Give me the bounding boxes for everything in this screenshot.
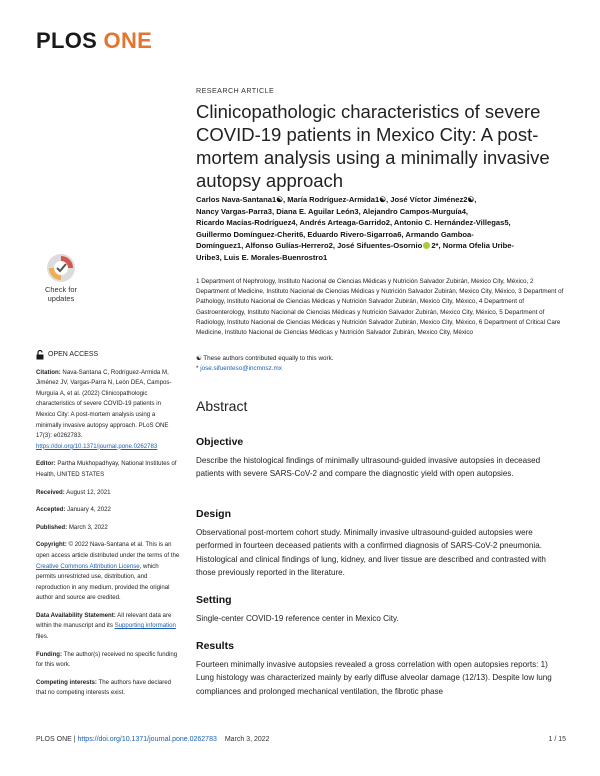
setting-heading: Setting	[196, 594, 232, 606]
copyright-label: Copyright:	[36, 541, 67, 549]
funding-block	[36, 650, 180, 671]
results-text: Fourteen minimally invasive autopsies revealed a gross correlation with open autopsies reports: 1) Lung histology was characterized mainly by early diffuse alveolar damage (12/13). Despite low lung compliances and prolonged mechanical ventilation, the fibrotic phase	[196, 660, 552, 696]
author-line-part: 2*, Norma Ofelia Uribe-	[431, 241, 515, 251]
results-heading: Results	[196, 640, 234, 652]
editor-label: Editor:	[36, 460, 56, 468]
journal-name-one: ONE	[103, 28, 153, 53]
badge-line2: updates	[47, 294, 75, 303]
corresponding-email-link[interactable]: jose.sifuentesо@incmnsz.mx	[200, 365, 282, 373]
page-number: 1 / 15	[548, 736, 566, 743]
abstract-heading: Abstract	[196, 398, 248, 414]
check-for-updates-icon	[47, 254, 75, 282]
copyright-block	[36, 540, 180, 604]
author-line: Uribe3, Luis E. Morales-Buenrostro1	[196, 252, 328, 262]
objective-section	[196, 436, 566, 481]
author-line: Ricardo Macías-Rodríguez4, Andrés Arteaga-Garrido2, Antonio C. Hernández-Villegas5,	[196, 218, 511, 228]
design-heading: Design	[196, 508, 232, 520]
objective-heading: Objective	[196, 436, 244, 448]
author-line-part: Domínguez1, Alfonso Gulías-Herrero2, José Sifuentes-Osornio	[196, 241, 423, 251]
footer-separator: |	[71, 736, 78, 743]
editor-block	[36, 459, 180, 480]
affiliations: 1 Department of Nephrology, Instituto Nacional de Ciencias Médicas y Nutrición Salvador Zubirán, Mexico City, México, 2 Department of Medicine, Instituto Nacional de Ciencias Médicas y Nutrición Salvador Zubirán, Mexico City, México, 3 Department of Pathology, Instituto Nacional de Ciencias Médicas y Nutrición Salvador Zubirán, Mexico City, México, 4 Department of Gastroenterology, Instituto Nacional de Ciencias Médicas y Nutrición Salvador Zubirán, Mexico City, México, 5 Department of Radiology, Instituto Nacional de Ciencias Médicas y Nutrición Salvador Zubirán, Mexico City, México, 6 Department of Critical Care Medicine, Instituto Nacional de Ciencias Médicas y Nutrición Salvador Zubirán, Mexico City, México	[196, 278, 564, 337]
author-notes	[196, 354, 566, 374]
citation-doi-link[interactable]: https://doi.org/10.1371/journal.pone.0262783	[36, 442, 158, 450]
funding-label: Funding:	[36, 650, 63, 658]
open-access-label: OPEN ACCESS	[48, 351, 99, 358]
setting-section	[196, 594, 566, 625]
published-label: Published:	[36, 523, 68, 531]
journal-name-plos: PLOS	[36, 28, 98, 53]
citation-text: Nava-Santana C, Rodríguez-Armida M, Jiménez JV, Vargas-Parra N, León DEA, Campos-Murguía A, et al. (2022) Clinicopathologic characteristics of severe COVID-19 patients in Mexico City: A post-mortem analysis using a minimally invasive autopsy approach. PLoS ONE 17(3): e0262783.	[36, 368, 172, 440]
editor-text: Partha Mukhopadhyay, National Institutes of Health, UNITED STATES	[36, 460, 177, 478]
author-list	[196, 194, 566, 264]
open-lock-icon	[36, 350, 44, 360]
published-date: March 3, 2022	[67, 523, 108, 531]
footer-journal: PLOS ONE	[36, 736, 72, 743]
received-block	[36, 488, 180, 499]
competing-interests-text: The authors have declared that no competing interests exist.	[36, 678, 172, 697]
footer-doi-link[interactable]: https://doi.org/10.1371/journal.pone.0262783	[77, 736, 217, 743]
footer-date: March 3, 2022	[224, 736, 270, 743]
author-line: Carlos Nava-Santana1☯, María Rodríguez-Armida1☯, José Víctor Jiménez2☯,	[196, 195, 477, 204]
corresponding-author	[196, 364, 566, 374]
accepted-label: Accepted:	[36, 506, 66, 514]
license-link[interactable]: Creative Commons Attribution License	[36, 562, 140, 570]
article-info-sidebar	[36, 350, 180, 706]
copyright-text-end: , which permits unrestricted use, distribution, and reproduction in any medium, provided the original author and source are credited.	[36, 562, 170, 602]
competing-interests-block	[36, 678, 180, 699]
accepted-block	[36, 505, 180, 516]
badge-line1: Check for	[44, 285, 78, 294]
data-availability-text: All relevant data are within the manuscript and its	[36, 611, 172, 630]
setting-text: Single-center COVID-19 reference center in Mexico City.	[196, 614, 399, 623]
design-text: Observational post-mortem cohort study. Minimally invasive ultrasound-guided autopsies were performed in fourteen deceased patients with a confirmed diagnosis of SARS-CoV-2 pneumonia. Histological and clinical findings of lung, kidney, and liver tissue are described and contrasted with those previously reported in the literature.	[196, 528, 546, 578]
received-label: Received:	[36, 488, 65, 496]
article-title: Clinicopathologic characteristics of severe COVID-19 patients in Mexico City: A post-mortem analysis using a minimally invasive autopsy approach	[196, 101, 550, 191]
accepted-date: January 4, 2022	[65, 506, 111, 514]
orcid-icon[interactable]	[423, 242, 430, 249]
competing-interests-label: Competing interests:	[36, 678, 97, 686]
received-date: August 12, 2021	[64, 488, 111, 496]
equal-contribution-note: ☯ These authors contributed equally to this work.	[196, 355, 334, 362]
journal-logo	[36, 28, 152, 54]
check-for-updates-badge[interactable]	[36, 250, 86, 308]
data-availability-label: Data Availability Statement:	[36, 611, 116, 619]
corresponding-star: *	[196, 365, 199, 373]
data-availability-text-end: files.	[36, 633, 49, 641]
citation-block	[36, 368, 180, 453]
copyright-text: © 2022 Nava-Santana et al. This is an open access article distributed under the terms of the	[36, 541, 180, 559]
objective-text: Describe the histological findings of minimally ultrasound-guided invasive autopsies in deceased patients with severe SARS-CoV-2 and compare the diagnostic yield with open autopsies.	[196, 456, 541, 479]
results-section	[196, 640, 566, 698]
design-section	[196, 508, 566, 580]
article-type: RESEARCH ARTICLE	[196, 86, 275, 95]
funding-text: The author(s) received no specific funding for this work.	[36, 650, 178, 669]
author-line: Guillermo Domínguez-Cherit6, Eduardo Rivero-Sigarroa6, Armando Gamboa-	[196, 229, 474, 239]
supporting-info-link[interactable]: Supporting information	[114, 622, 176, 630]
data-availability-block	[36, 611, 180, 643]
published-block	[36, 523, 180, 534]
open-access-row	[36, 350, 180, 361]
page-footer	[36, 736, 566, 743]
author-line	[196, 240, 566, 252]
author-line: Nancy Vargas-Parra3, Diana E. Aguilar León3, Alejandro Campos-Murguía4,	[196, 206, 469, 216]
citation-label: Citation:	[36, 368, 61, 376]
